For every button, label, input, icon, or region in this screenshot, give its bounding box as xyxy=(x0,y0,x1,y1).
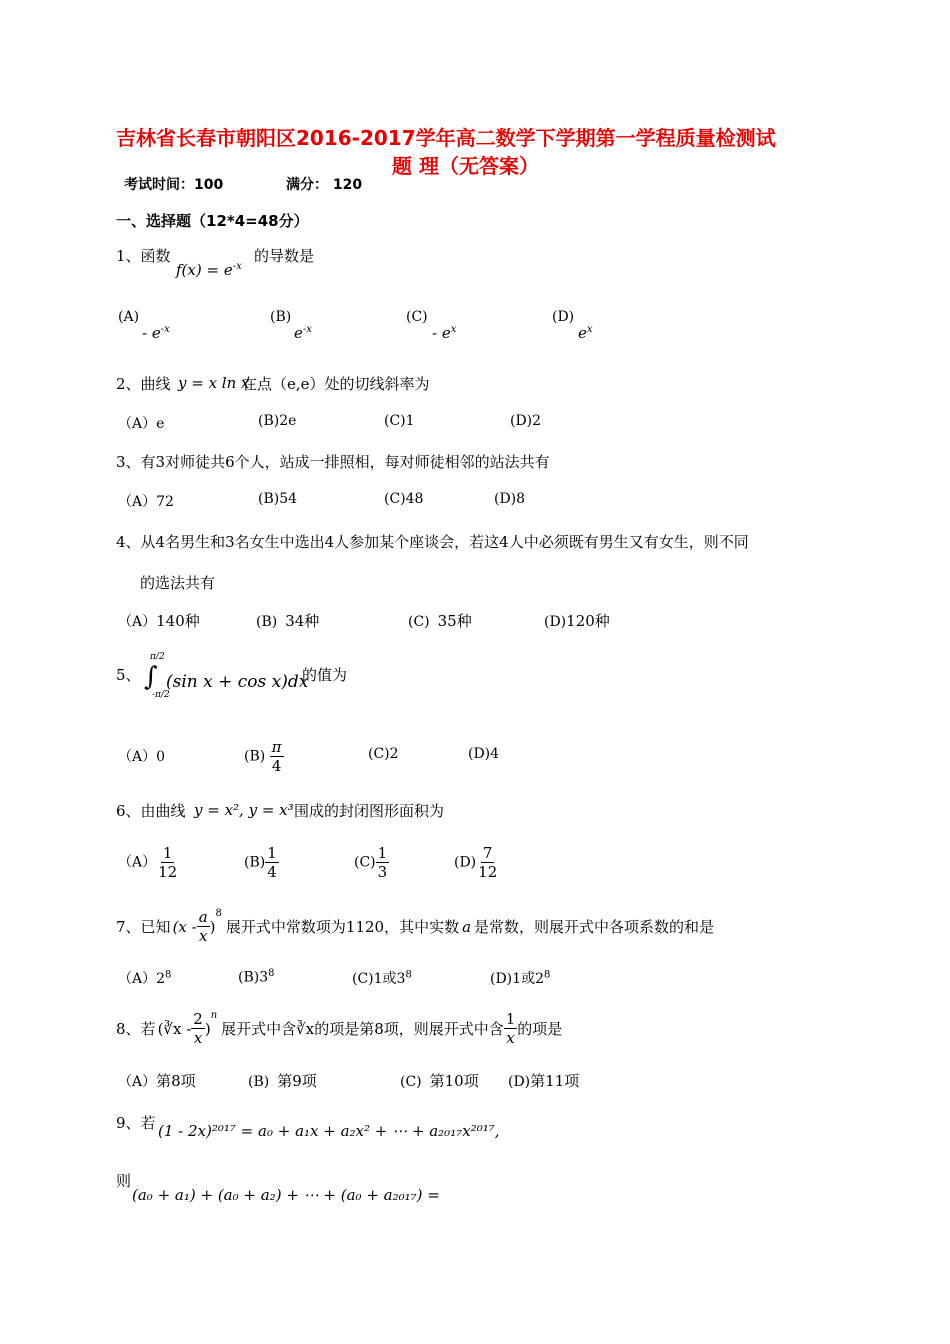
q5-option-d: (D)4 xyxy=(468,746,500,762)
exam-time: 考试时间：100 xyxy=(124,177,224,193)
q6-option-b: (B) $\frac{1}{4}$ xyxy=(244,844,277,881)
question-6: 6、由曲线 xyxy=(116,802,186,820)
q4-option-c: (C) 35种 xyxy=(408,612,472,630)
fraction: $\frac{1}{x}$ xyxy=(505,1010,516,1047)
question-4-cont: 的选法共有 xyxy=(140,574,216,592)
q9-formula2: (a₀ + a₁) + (a₀ + a₂) + ⋯ + (a₀ + a₂₀₁₇) = xyxy=(132,1186,440,1204)
fraction: $\frac{1}{12}$ xyxy=(158,844,178,881)
question-8: 8、 若 (∛x - $\frac{2}{x}$ ) $^n$ 展开式中含 ∛x 的项是第8项，则展开式中含 $\frac{1}{x}$ 的项是 xyxy=(116,1010,563,1047)
q5-option-b: (B) $\frac{\pi}{4}$ xyxy=(244,738,282,775)
q1-text-post: 的导数是 xyxy=(254,247,315,265)
q5-integral-sign: ∫ xyxy=(144,662,158,692)
q3-option-a: （A）72 xyxy=(118,494,174,510)
q8-option-a: （A）第8项 xyxy=(118,1072,196,1090)
q3-option-c: (C)48 xyxy=(384,491,424,507)
q1-option-a-label: (A) xyxy=(118,309,140,325)
q9-then: 则 xyxy=(116,1172,132,1190)
q2-option-c: (C)1 xyxy=(384,413,415,429)
q6-option-c: (C) $\frac{1}{3}$ xyxy=(354,844,388,881)
q8-option-d: (D)第11项 xyxy=(508,1072,580,1090)
full-score: 满分： 120 xyxy=(286,177,363,193)
fraction: $\frac{1}{4}$ xyxy=(267,844,277,881)
question-number: 1、 xyxy=(116,247,141,265)
q2-option-a: （A）e xyxy=(118,416,165,432)
fraction: $\frac{\pi}{4}$ xyxy=(271,738,282,775)
q4-option-d: (D)120种 xyxy=(544,612,610,630)
question-4: 4、从4名男生和3名女生中选出4人参加某个座谈会，若这4人中必须既有男生又有女生，则不同 xyxy=(116,533,749,551)
question-3: 3、有3对师徒共6个人，站成一排照相，每对师徒相邻的站法共有 xyxy=(116,453,550,471)
question-text: 函数 xyxy=(140,247,171,265)
q2-text-post: 在点（e,e）处的切线斜率为 xyxy=(242,375,430,393)
q1-option-a: - $e^{-x}$ xyxy=(142,324,170,342)
question-9: 9、若 xyxy=(116,1114,156,1132)
q1-option-c-label: (C) xyxy=(406,309,428,325)
q8-option-b: (B) 第9项 xyxy=(248,1072,317,1090)
q2-formula: y = x ln x xyxy=(178,374,250,392)
q6-option-d: (D) $\frac{7}{12}$ xyxy=(454,844,498,881)
q1-formula: $f(x) = e^{-x}$ xyxy=(176,261,242,279)
q9-formula: (1 - 2x)²⁰¹⁷ = a₀ + a₁x + a₂x² + ⋯ + a₂₀₁₇x²⁰¹⁷, xyxy=(158,1122,500,1140)
q5-option-c: (C)2 xyxy=(368,746,399,762)
q4-option-b: (B) 34种 xyxy=(256,612,320,630)
q5-option-a: （A）0 xyxy=(118,749,166,765)
q2-option-d: (D)2 xyxy=(510,413,542,429)
fraction: $\frac{a}{x}$ xyxy=(198,908,208,945)
page-title-line1: 吉林省长春市朝阳区2016-2017学年高二数学下学期第一学程质量检测试 xyxy=(116,126,776,150)
q7-option-d: (D)1或$2^8$ xyxy=(490,969,551,987)
question-7: 7、 已知 (x - $\frac{a}{x}$ ) $^8$ 展开式中常数项为1120，其中实数 a 是常数，则展开式中各项系数的和是 xyxy=(116,908,715,945)
question-5-number: 5、 xyxy=(116,666,141,684)
q4-option-a: （A）140种 xyxy=(118,612,200,630)
q6-option-a: （A） $\frac{1}{12}$ xyxy=(118,844,178,881)
q5-upper-limit: π/2 xyxy=(150,652,165,662)
fraction: $\frac{2}{x}$ xyxy=(193,1010,203,1047)
q2-option-b: (B)2e xyxy=(258,413,297,429)
q5-integrand: (sin x + cos x)dx xyxy=(166,672,309,692)
q6-formula: y = x², y = x³ xyxy=(194,801,294,819)
section-title: 一、选择题（12*4=48分） xyxy=(116,212,309,230)
q1-option-d: $e^x$ xyxy=(578,324,593,342)
q1-option-c: - $e^x$ xyxy=(432,324,457,342)
q7-option-a: $(A)2^8$ xyxy=(118,969,172,987)
fraction: $\frac{1}{3}$ xyxy=(377,844,388,881)
q8-option-c: (C) 第10项 xyxy=(400,1072,479,1090)
q1-option-d-label: (D) xyxy=(552,309,575,325)
q1-option-b: $e^{-x}$ xyxy=(294,324,312,342)
question-1 xyxy=(116,245,171,266)
q5-lower-limit: -π/2 xyxy=(152,690,170,700)
fraction: $\frac{7}{12}$ xyxy=(478,844,498,881)
q5-text-post: 的值为 xyxy=(302,666,348,684)
q7-option-c: (C)1或$3^8$ xyxy=(352,969,412,987)
q3-option-b: (B)54 xyxy=(258,491,298,507)
question-2: 2、曲线 xyxy=(116,375,171,393)
q3-option-d: (D)8 xyxy=(494,491,526,507)
page-title-line2: 题 理（无答案） xyxy=(392,154,539,178)
q7-option-b: $(B)3^8$ xyxy=(238,968,275,986)
q6-text-post: 围成的封闭图形面积为 xyxy=(294,802,445,820)
q1-option-b-label: (B) xyxy=(270,309,292,325)
